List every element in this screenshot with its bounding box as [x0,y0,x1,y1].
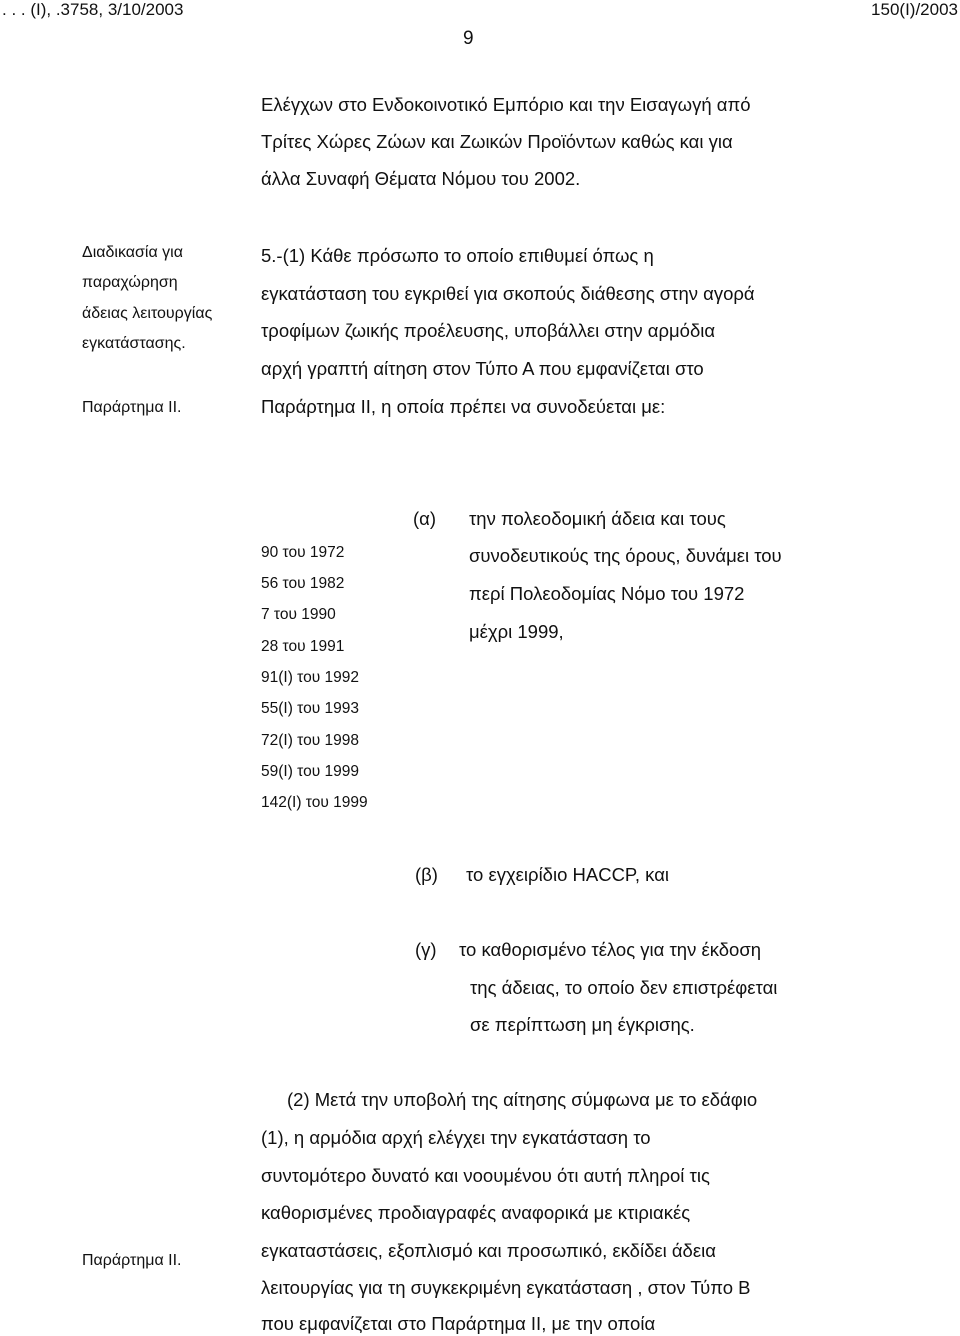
margin-note-reference: Παράρτημα ΙΙ. [82,1252,182,1269]
section5-line: τροφίμων ζωικής προέλευσης, υποβάλλει στην αρμόδια [261,320,716,341]
subsection2-line: συντομότερο δυνατό και νοουμένου ότι αυτή πληροί τις [261,1165,710,1186]
item-a-line: συνοδευτικούς της όρους, δυνάμει του [469,545,782,566]
section5-line: 5.-(1) Κάθε πρόσωπο το οποίο επιθυμεί όπως η [261,245,654,266]
subsection2-line: (1), η αρμόδια αρχή ελέγχει την εγκατάσταση το [261,1127,651,1148]
law-reference: 91(Ι) του 1992 [261,669,359,686]
header-left: . . . (Ι), .3758, 3/10/2003 [2,0,184,19]
law-reference: 142(Ι) του 1999 [261,794,368,811]
subsection2-line: λειτουργίας για τη συγκεκριμένη εγκατάσταση , στον Τύπο Β [261,1277,751,1298]
law-reference: 28 του 1991 [261,638,345,655]
law-reference: 72(Ι) του 1998 [261,732,359,749]
law-reference: 7 του 1990 [261,606,336,623]
subsection2-line: καθορισμένες προδιαγραφές αναφορικά με κτιριακές [261,1202,691,1223]
page-number: 9 [463,28,474,49]
item-a-line: μέχρι 1999, [469,621,564,642]
item-a-label: (α) [413,508,437,529]
item-a-line: περί Πολεοδομίας Νόμο του 1972 [469,583,745,604]
margin-note-line: άδειας λειτουργίας [82,305,213,322]
subsection2-line: εγκαταστάσεις, εξοπλισμό και προσωπικό, εκδίδει άδεια [261,1240,716,1261]
section5-line: αρχή γραπτή αίτηση στον Τύπο Α που εμφανίζεται στο [261,358,704,379]
margin-note-line: παραχώρηση [82,274,178,291]
subsection2-line: (2) Μετά την υποβολή της αίτησης σύμφωνα με το εδάφιο [287,1089,758,1110]
item-a-line: την πολεοδομική άδεια και τους [469,508,726,529]
law-reference: 55(Ι) του 1993 [261,700,359,717]
item-c-label: (γ) [415,939,437,960]
section5-line: εγκατάσταση του εγκριθεί για σκοπούς διάθεσης στην αγορά [261,283,755,304]
margin-note-reference: Παράρτημα ΙΙ. [82,399,182,416]
law-reference: 56 του 1982 [261,575,345,592]
intro-line: Ελέγχων στο Ενδοκοινοτικό Εμπόριο και την Εισαγωγή από [261,94,751,115]
margin-note-line: εγκατάστασης. [82,335,186,352]
item-b-label: (β) [415,864,438,885]
subsection2-line: που εμφανίζεται στο Παράρτημα ΙΙ, με την οποία [261,1313,656,1334]
section5-line: Παράρτημα ΙΙ, η οποία πρέπει να συνοδεύεται με: [261,396,666,417]
intro-line: άλλα Συναφή Θέματα Νόμου του 2002. [261,168,581,189]
law-reference: 59(Ι) του 1999 [261,763,359,780]
margin-note-line: Διαδικασία για [82,244,183,261]
item-c-line: το καθορισμένο τέλος για την έκδοση [459,939,762,960]
item-b-text: το εγχειρίδιο HACCP, και [466,864,669,885]
law-reference: 90 του 1972 [261,544,345,561]
item-c-line: σε περίπτωση μη έγκρισης. [470,1014,695,1035]
header-right: 150(Ι)/2003 [871,0,958,19]
intro-line: Τρίτες Χώρες Ζώων και Ζωικών Προϊόντων καθώς και για [261,131,733,152]
item-c-line: της άδειας, το οποίο δεν επιστρέφεται [470,977,778,998]
